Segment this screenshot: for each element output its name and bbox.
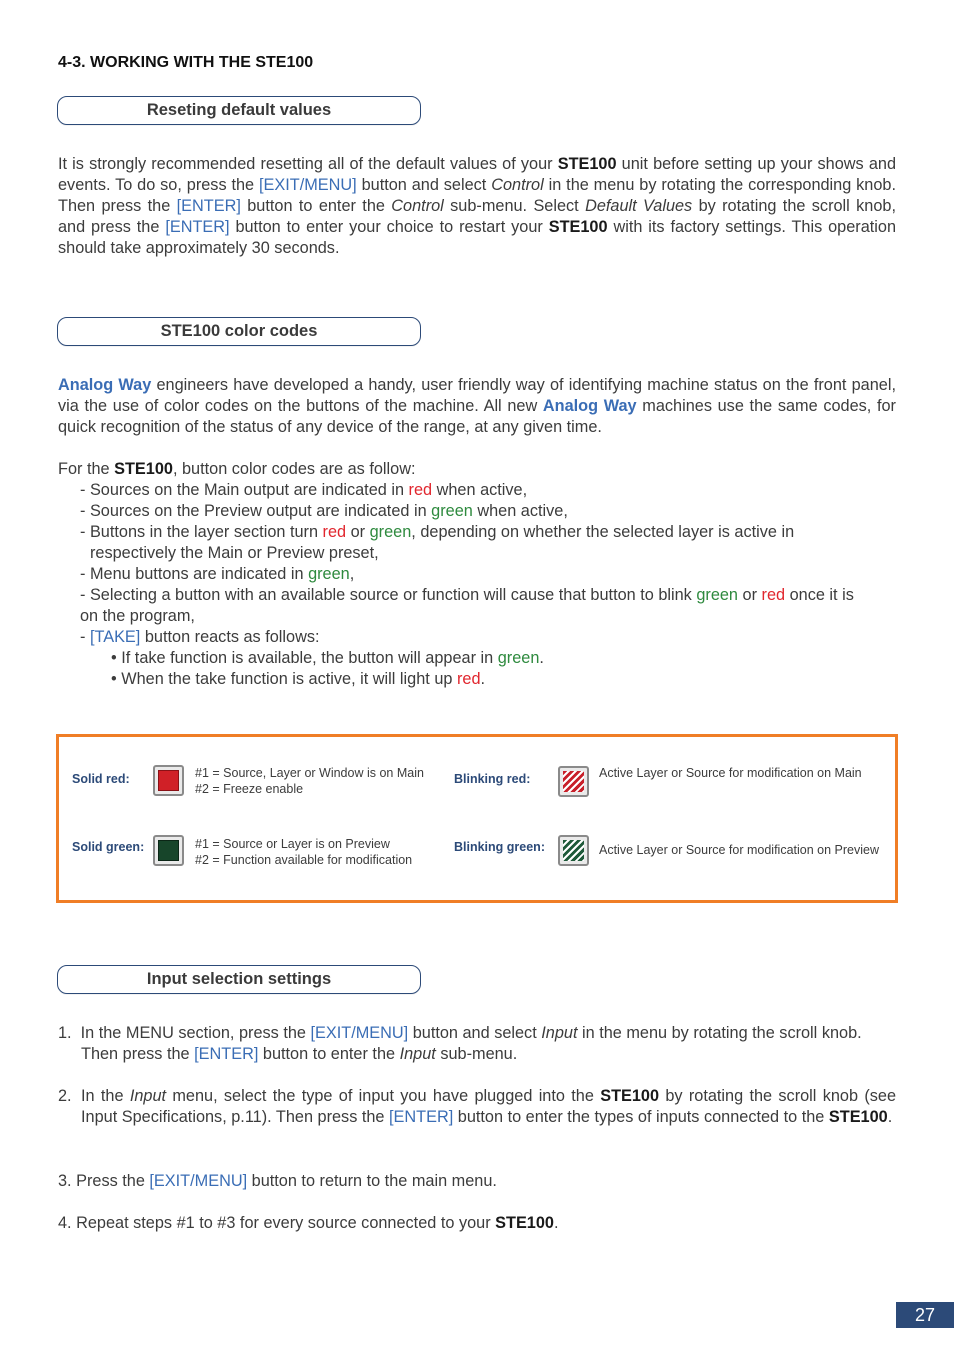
blinking-red-label: Blinking red: <box>454 772 531 786</box>
section-title-input-selection: Input selection settings <box>57 965 421 994</box>
list-item: - [TAKE] button reacts as follows: <box>80 628 320 646</box>
blinking-green-description: Active Layer or Source for modification on Preview <box>599 843 879 857</box>
section-title-color-codes: STE100 color codes <box>57 317 421 346</box>
list-item-continued: on the program, <box>80 607 195 625</box>
list-subitem: • When the take function is active, it will light up red. <box>111 670 486 688</box>
color-codes-list <box>58 459 896 690</box>
solid-red-description: #1 = Source, Layer or Window is on Main #2 = Freeze enable <box>195 766 424 796</box>
solid-red-label: Solid red: <box>72 772 130 786</box>
color-codes-intro: Analog Way engineers have developed a handy, user friendly way of identifying machine status on the front panel, via the use of color codes on the buttons of the machine. All new Analog Way machines use the same codes, for quick recognition of the status of any device of the range, at any given time. <box>58 376 896 436</box>
list-item: - Sources on the Main output are indicated in red when active, <box>80 481 528 499</box>
solid-green-description: #1 = Source or Layer is on Preview #2 = Function available for modification <box>195 837 413 867</box>
page-number: 27 <box>896 1302 954 1328</box>
input-step-2 <box>58 1086 896 1128</box>
input-step-4: 4. Repeat steps #1 to #3 for every source connected to your STE100. <box>58 1214 559 1232</box>
input-step-1: 1. In the MENU section, press the [EXIT/MENU] button and select Input in the menu by rotating the scroll knob. Then press the [ENTER] button to enter the Input sub-menu. <box>58 1024 862 1063</box>
input-step-3: 3. Press the [EXIT/MENU] button to return to the main menu. <box>58 1172 497 1190</box>
solid-green-label: Solid green: <box>72 840 145 854</box>
list-subitem: • If take function is available, the button will appear in green. <box>111 649 544 667</box>
list-item: - Selecting a button with an available source or function will cause that button to blink green or red once it is <box>80 586 854 604</box>
step-number: 2. <box>58 1087 72 1105</box>
blinking-red-description: Active Layer or Source for modification on Main <box>599 766 862 780</box>
blinking-green-label: Blinking green: <box>454 840 545 854</box>
reset-paragraph: It is strongly recommended resetting all of the default values of your STE100 unit before setting up your shows and events. To do so, press the [EXIT/MENU] button and select Control in the menu by rotating the corresponding knob. Then press the [ENTER] button to enter the Control sub-menu. Select Default Values by rotating the scroll knob, and press the [ENTER] button to enter your choice to restart your STE100 with its factory settings. This operation should take approximately 30 seconds. <box>58 155 897 257</box>
list-item: - Buttons in the layer section turn red or green, depending on whether the selected layer is active in <box>80 523 795 541</box>
step-2-text: In the Input menu, select the type of input you have plugged into the STE100 by rotating the scroll knob (see Input Specifications, p.11). Then press the [ENTER] button to enter the types of inputs connected to the STE100. <box>81 1087 896 1126</box>
solid-red-swatch-icon <box>153 765 184 796</box>
list-intro: For the STE100, button color codes are as follow: <box>58 460 416 478</box>
list-item-continued: respectively the Main or Preview preset, <box>90 544 379 562</box>
list-item: - Sources on the Preview output are indicated in green when active, <box>80 502 568 520</box>
solid-green-swatch-icon <box>153 835 184 866</box>
section-title-reset: Reseting default values <box>57 96 421 125</box>
blinking-green-swatch-icon <box>558 835 589 866</box>
page-heading: 4-3. WORKING WITH THE STE100 <box>58 54 314 71</box>
blinking-red-swatch-icon <box>558 766 589 797</box>
color-legend-box <box>56 734 898 903</box>
list-item: - Menu buttons are indicated in green, <box>80 565 355 583</box>
